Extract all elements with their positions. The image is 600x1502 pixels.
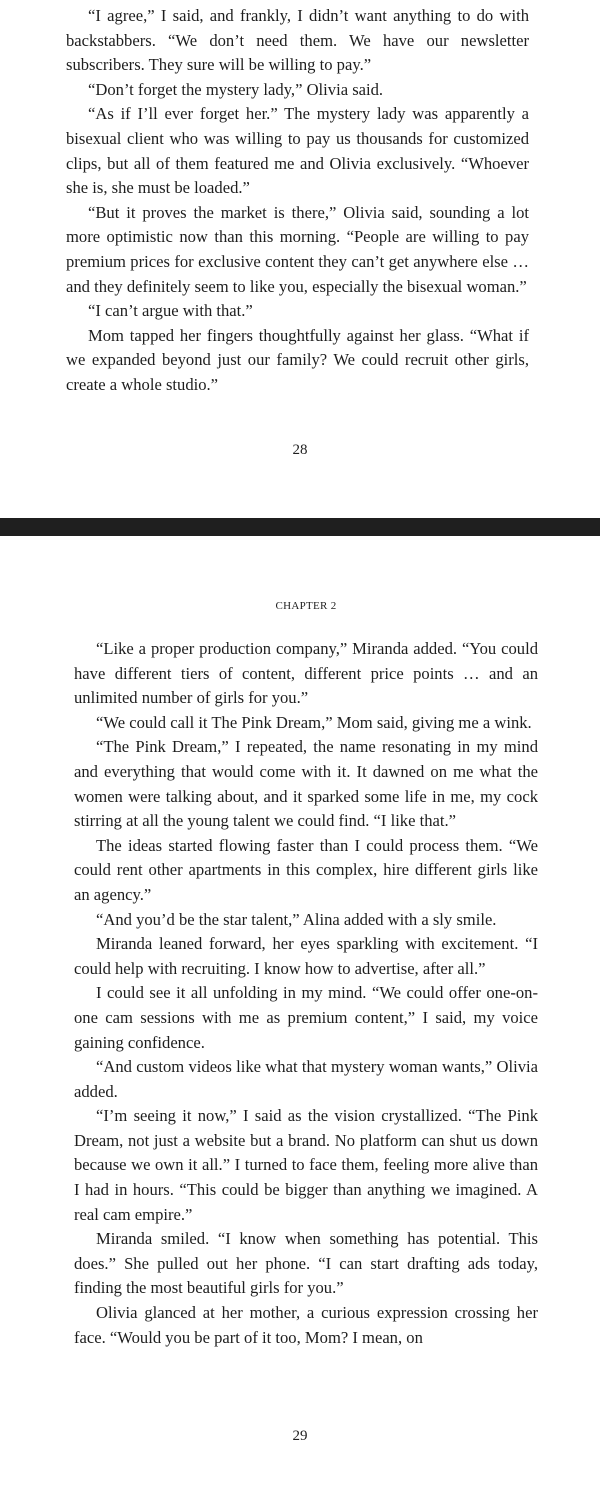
- page-number: 29: [292, 1428, 308, 1444]
- page-body: [74, 637, 538, 1350]
- paragraph: “As if I’ll ever forget her.” The mystery lady was apparently a bisexual client who was willing to pay us thousands for customized clips, but all of them featured me and Olivia exclusively. “Whoever she is, she must be loaded.”: [66, 104, 529, 198]
- paragraph: “I agree,” I said, and frankly, I didn’t want anything to do with backstabbers. “We don’t need them. We have our newsletter subscribers. They sure will be willing to pay.”: [66, 6, 529, 75]
- paragraph: “Like a proper production company,” Miranda added. “You could have different tiers of content, different price points … and an unlimited number of girls for you.”: [74, 639, 538, 708]
- paragraph: Olivia glanced at her mother, a curious expression crossing her face. “Would you be part of it too, Mom? I mean, on: [74, 1303, 538, 1347]
- page-body: [66, 4, 529, 398]
- page-divider: [0, 518, 600, 536]
- book-page-28: [0, 0, 600, 518]
- paragraph: Miranda leaned forward, her eyes sparkling with excitement. “I could help with recruiting. I know how to advertise, after all.”: [74, 934, 538, 978]
- paragraph: “And custom videos like what that mystery woman wants,” Olivia added.: [74, 1057, 538, 1101]
- paragraph: “But it proves the market is there,” Olivia said, sounding a lot more optimistic now than this morning. “People are willing to pay premium prices for exclusive content they can’t get anywhere else … and they definitely seem to like you, especially the bisexual woman.”: [66, 202, 529, 296]
- paragraph: “We could call it The Pink Dream,” Mom said, giving me a wink.: [96, 712, 532, 732]
- book-page-29: [0, 536, 600, 1502]
- paragraph: The ideas started flowing faster than I could process them. “We could rent other apartments in this complex, hire different girls like an agency.”: [74, 835, 538, 904]
- page-number: 28: [292, 442, 308, 458]
- paragraph: I could see it all unfolding in my mind. “We could offer one-on-one cam sessions with me as premium content,” I said, my voice gaining confidence.: [74, 983, 538, 1052]
- paragraph: “I can’t argue with that.”: [88, 301, 253, 321]
- paragraph: “And you’d be the star talent,” Alina added with a sly smile.: [96, 909, 497, 929]
- paragraph: Miranda smiled. “I know when something has potential. This does.” She pulled out her phone. “I can start drafting ads today, finding the most beautiful girls for you.”: [74, 1229, 538, 1298]
- paragraph: “The Pink Dream,” I repeated, the name resonating in my mind and everything that would come with it. It dawned on me what the women were talking about, and it sparked some life in me, my cock stirring at all the young talent we could find. “I like that.”: [74, 737, 538, 831]
- paragraph: “I’m seeing it now,” I said as the vision crystallized. “The Pink Dream, not just a website but a brand. No platform can shut us down because we own it all.” I turned to face them, feeling more alive than I had in hours. “This could be bigger than anything we imagined. A real cam empire.”: [74, 1106, 538, 1224]
- paragraph: Mom tapped her fingers thoughtfully against her glass. “What if we expanded beyond just our family? We could recruit other girls, create a whole studio.”: [66, 325, 529, 394]
- paragraph: “Don’t forget the mystery lady,” Olivia said.: [88, 79, 384, 99]
- chapter-heading: CHAPTER 2: [275, 600, 337, 612]
